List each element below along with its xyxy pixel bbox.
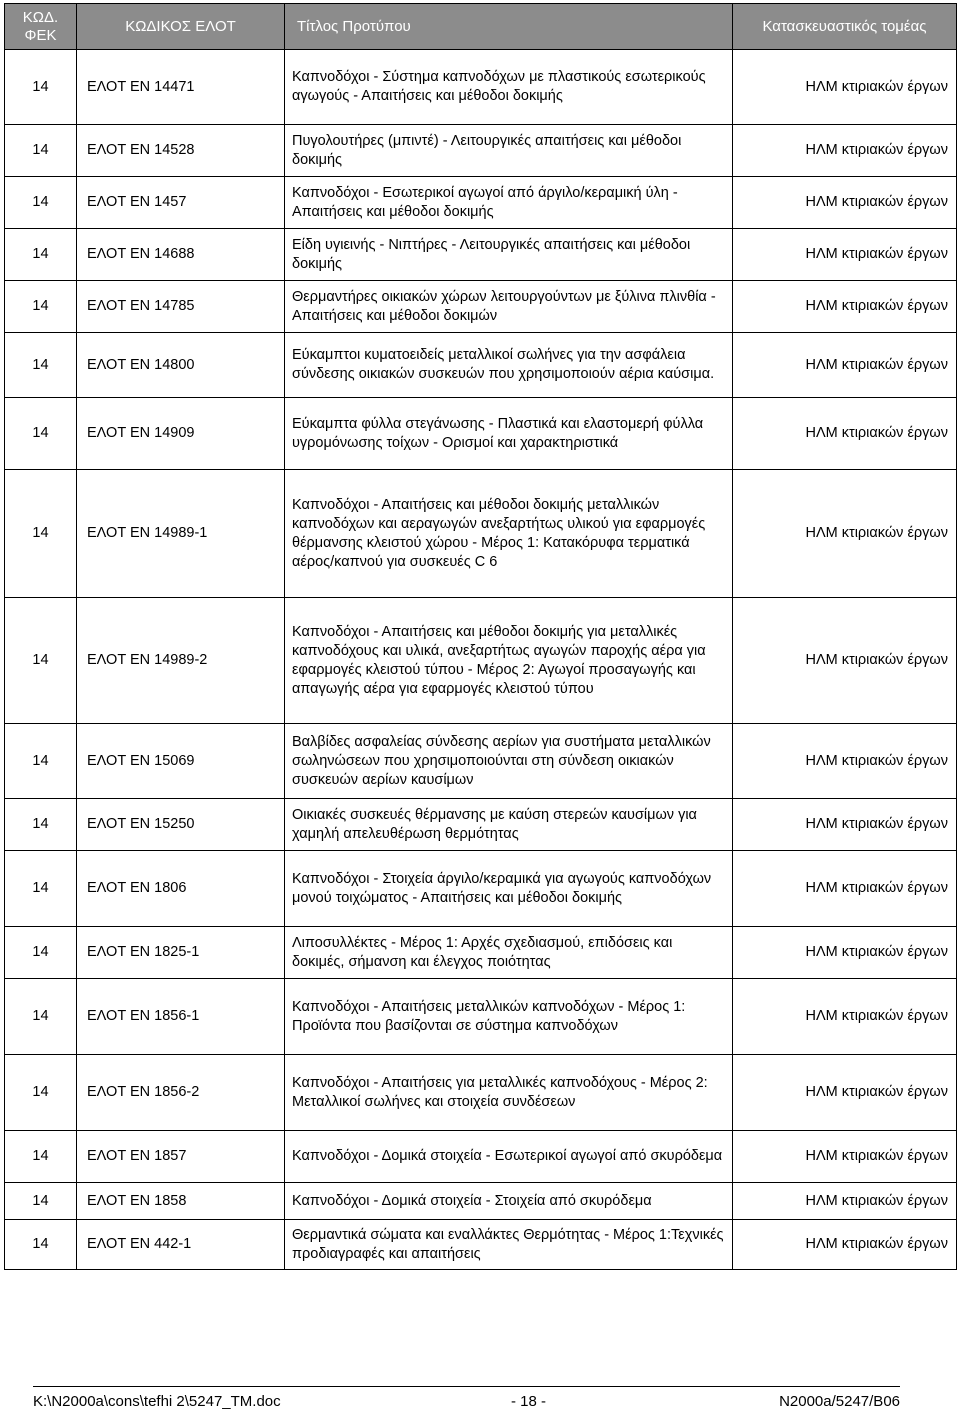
table-row: [5, 1183, 957, 1220]
table-row: [5, 229, 957, 281]
cell-title: Καπνοδόχοι - Απαιτήσεις και μέθοδοι δοκιμής μεταλλικών καπνοδόχων και αεραγωγών ανεξαρτήτως υλικού για εφαρμογές θέρμανσης κλειστού χώρου - Μέρος 1: Κατακόρυφα τερματικά αέρος/καπνού για συσκευές C 6: [285, 470, 733, 598]
cell-sector: ΗΛΜ κτιριακών έργων: [733, 799, 957, 851]
table-row: [5, 1131, 957, 1183]
cell-fek: 14: [5, 799, 77, 851]
cell-code: ΕΛΟΤ EN 14800: [77, 333, 285, 398]
cell-code: ΕΛΟΤ EN 15069: [77, 724, 285, 799]
table-row: [5, 398, 957, 470]
table-row: [5, 598, 957, 724]
cell-sector: ΗΛΜ κτιριακών έργων: [733, 1183, 957, 1220]
cell-fek: 14: [5, 1055, 77, 1131]
standards-table: [4, 3, 957, 1270]
cell-fek: 14: [5, 398, 77, 470]
cell-fek: 14: [5, 125, 77, 177]
cell-title: Είδη υγιεινής - Νιπτήρες - Λειτουργικές απαιτήσεις και μέθοδοι δοκιμής: [285, 229, 733, 281]
cell-code: ΕΛΟΤ EN 1806: [77, 851, 285, 927]
cell-title: Θερμαντικά σώματα και εναλλάκτες Θερμότητας - Μέρος 1:Τεχνικές προδιαγραφές και απαιτήσεις: [285, 1220, 733, 1270]
header-code: ΚΩΔΙΚΟΣ ΕΛΟΤ: [77, 4, 285, 50]
cell-fek: 14: [5, 281, 77, 333]
table-row: [5, 1220, 957, 1270]
cell-title: Εύκαμπτοι κυματοειδείς μεταλλικοί σωλήνες για την ασφάλεια σύνδεσης οικιακών συσκευών που χρησιμοποιούν αέρια καύσιμα.: [285, 333, 733, 398]
table-row: [5, 851, 957, 927]
cell-fek: 14: [5, 851, 77, 927]
cell-title: Οικιακές συσκευές θέρμανσης με καύση στερεών καυσίμων για χαμηλή απελευθέρωση θερμότητας: [285, 799, 733, 851]
table-row: [5, 724, 957, 799]
cell-fek: 14: [5, 927, 77, 979]
cell-title: Καπνοδόχοι - Εσωτερικοί αγωγοί από άργιλο/κεραμική ύλη - Απαιτήσεις και μέθοδοι δοκιμής: [285, 177, 733, 229]
footer-document-ref: N2000a/5247/B06: [779, 1393, 900, 1410]
cell-title: Καπνοδόχοι - Απαιτήσεις μεταλλικών καπνοδόχων - Μέρος 1: Προϊόντα που βασίζονται σε σύστημα καπνοδόχων: [285, 979, 733, 1055]
cell-code: ΕΛΟΤ EN 1825-1: [77, 927, 285, 979]
cell-title: Καπνοδόχοι - Δομικά στοιχεία - Εσωτερικοί αγωγοί από σκυρόδεμα: [285, 1131, 733, 1183]
page-footer: [33, 1386, 900, 1410]
cell-title: Καπνοδόχοι - Απαιτήσεις και μέθοδοι δοκιμής για μεταλλικές καπνοδόχους και υλικά, ανεξαρτήτως αγωγών παροχής αέρα για εφαρμογές κλειστού τύπου - Μέρος 2: Αγωγοί προσαγωγής και απαγωγής αέρα για εφαρμογές κλειστού τύπου: [285, 598, 733, 724]
cell-code: ΕΛΟΤ EN 14909: [77, 398, 285, 470]
table-body: [5, 50, 957, 1270]
cell-fek: 14: [5, 177, 77, 229]
cell-code: ΕΛΟΤ EN 14785: [77, 281, 285, 333]
cell-sector: ΗΛΜ κτιριακών έργων: [733, 281, 957, 333]
cell-sector: ΗΛΜ κτιριακών έργων: [733, 229, 957, 281]
cell-sector: ΗΛΜ κτιριακών έργων: [733, 470, 957, 598]
cell-title: Καπνοδόχοι - Στοιχεία άργιλο/κεραμικά για αγωγούς καπνοδόχων μονού τοιχώματος - Απαιτήσεις και μέθοδοι δοκιμής: [285, 851, 733, 927]
cell-sector: ΗΛΜ κτιριακών έργων: [733, 724, 957, 799]
cell-sector: ΗΛΜ κτιριακών έργων: [733, 1055, 957, 1131]
cell-code: ΕΛΟΤ EN 14471: [77, 50, 285, 125]
cell-code: ΕΛΟΤ EN 442-1: [77, 1220, 285, 1270]
cell-sector: ΗΛΜ κτιριακών έργων: [733, 1131, 957, 1183]
cell-title: Καπνοδόχοι - Σύστημα καπνοδόχων με πλαστικούς εσωτερικούς αγωγούς - Απαιτήσεις και μέθοδοι δοκιμής: [285, 50, 733, 125]
cell-fek: 14: [5, 1220, 77, 1270]
cell-sector: ΗΛΜ κτιριακών έργων: [733, 50, 957, 125]
cell-title: Εύκαμπτα φύλλα στεγάνωσης - Πλαστικά και ελαστομερή φύλλα υγρομόνωσης τοίχων - Ορισμοί και χαρακτηριστικά: [285, 398, 733, 470]
cell-code: ΕΛΟΤ EN 1856-2: [77, 1055, 285, 1131]
header-title: Τίτλος Προτύπου: [285, 4, 733, 50]
cell-code: ΕΛΟΤ EN 14528: [77, 125, 285, 177]
table-row: [5, 125, 957, 177]
table-row: [5, 333, 957, 398]
table-row: [5, 927, 957, 979]
header-fek: ΚΩΔ. ΦΕΚ: [5, 4, 77, 50]
table-row: [5, 799, 957, 851]
header-sector: Κατασκευαστικός τομέας: [733, 4, 957, 50]
cell-code: ΕΛΟΤ EN 1856-1: [77, 979, 285, 1055]
cell-fek: 14: [5, 229, 77, 281]
cell-title: Καπνοδόχοι - Απαιτήσεις για μεταλλικές καπνοδόχους - Μέρος 2: Μεταλλικοί σωλήνες και στοιχεία συνδέσεων: [285, 1055, 733, 1131]
cell-sector: ΗΛΜ κτιριακών έργων: [733, 1220, 957, 1270]
cell-title: Πυγολουτήρες (μπιντέ) - Λειτουργικές απαιτήσεις και μέθοδοι δοκιμής: [285, 125, 733, 177]
cell-sector: ΗΛΜ κτιριακών έργων: [733, 398, 957, 470]
cell-fek: 14: [5, 979, 77, 1055]
cell-fek: 14: [5, 50, 77, 125]
table-row: [5, 281, 957, 333]
cell-code: ΕΛΟΤ EN 1858: [77, 1183, 285, 1220]
cell-sector: ΗΛΜ κτιριακών έργων: [733, 598, 957, 724]
cell-title: Λιποσυλλέκτες - Μέρος 1: Αρχές σχεδιασμού, επιδόσεις και δοκιμές, σήμανση και έλεγχος ποιότητας: [285, 927, 733, 979]
cell-fek: 14: [5, 1183, 77, 1220]
cell-fek: 14: [5, 724, 77, 799]
cell-sector: ΗΛΜ κτιριακών έργων: [733, 177, 957, 229]
cell-fek: 14: [5, 598, 77, 724]
cell-sector: ΗΛΜ κτιριακών έργων: [733, 851, 957, 927]
cell-code: ΕΛΟΤ EN 14989-1: [77, 470, 285, 598]
table-row: [5, 50, 957, 125]
cell-title: Καπνοδόχοι - Δομικά στοιχεία - Στοιχεία από σκυρόδεμα: [285, 1183, 733, 1220]
cell-fek: 14: [5, 333, 77, 398]
cell-sector: ΗΛΜ κτιριακών έργων: [733, 927, 957, 979]
cell-fek: 14: [5, 470, 77, 598]
table-row: [5, 1055, 957, 1131]
footer-file-path: K:\N2000a\cons\tefhi 2\5247_TM.doc: [33, 1393, 281, 1410]
table-row: [5, 177, 957, 229]
cell-code: ΕΛΟΤ EN 1457: [77, 177, 285, 229]
table-row: [5, 470, 957, 598]
footer-page-number: - 18 -: [511, 1393, 547, 1410]
table-row: [5, 979, 957, 1055]
cell-code: ΕΛΟΤ EN 15250: [77, 799, 285, 851]
cell-fek: 14: [5, 1131, 77, 1183]
cell-title: Θερμαντήρες οικιακών χώρων λειτουργούντων με ξύλινα πλινθία - Απαιτήσεις και μέθοδοι δοκιμών: [285, 281, 733, 333]
cell-code: ΕΛΟΤ EN 14989-2: [77, 598, 285, 724]
cell-title: Βαλβίδες ασφαλείας σύνδεσης αερίων για συστήματα μεταλλικών σωληνώσεων που χρησιμοποιούνται στη σύνδεση οικιακών συσκευών αερίων καυσίμων: [285, 724, 733, 799]
cell-sector: ΗΛΜ κτιριακών έργων: [733, 979, 957, 1055]
cell-code: ΕΛΟΤ EN 14688: [77, 229, 285, 281]
table-header-row: [5, 4, 957, 50]
cell-sector: ΗΛΜ κτιριακών έργων: [733, 333, 957, 398]
cell-sector: ΗΛΜ κτιριακών έργων: [733, 125, 957, 177]
cell-code: ΕΛΟΤ EN 1857: [77, 1131, 285, 1183]
